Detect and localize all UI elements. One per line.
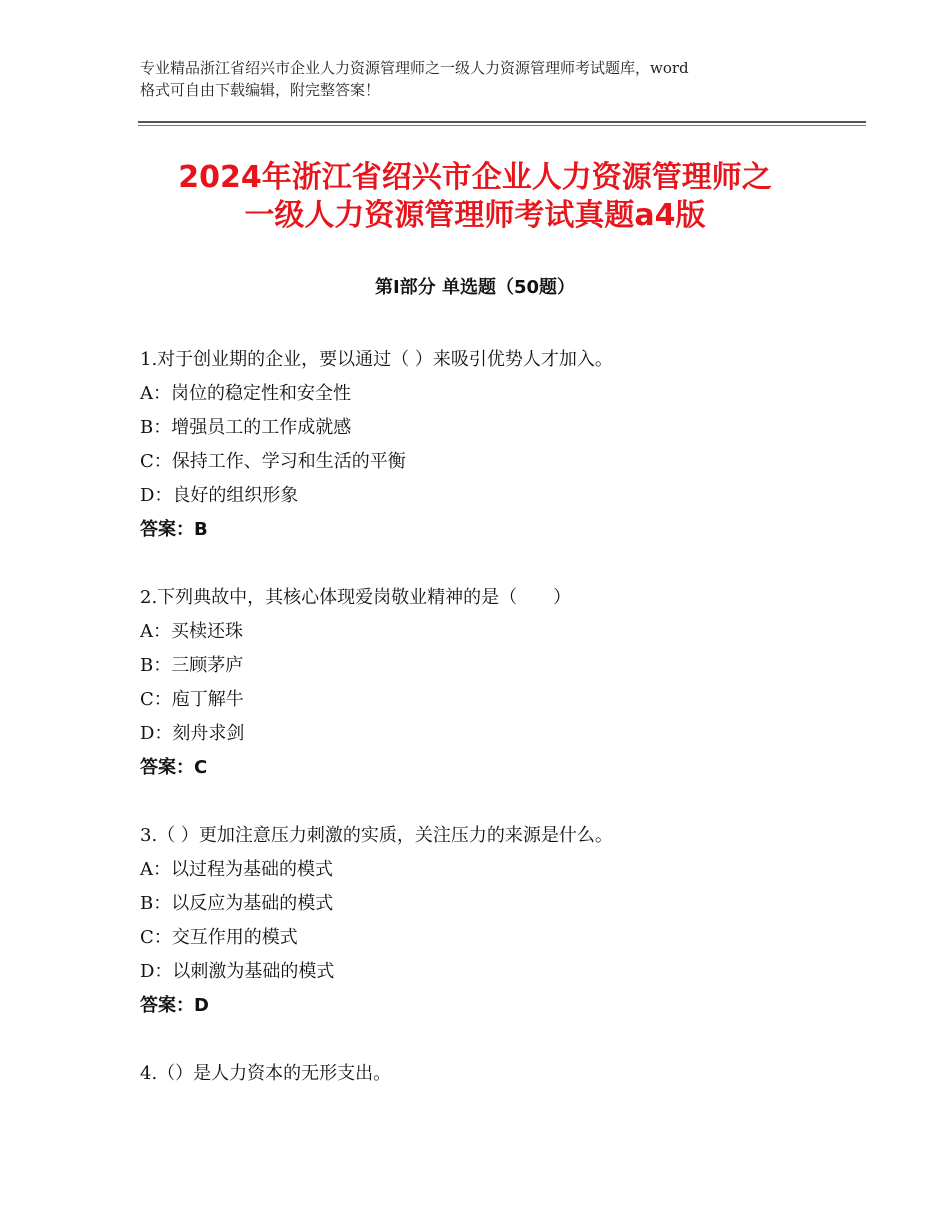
option-a: A：以过程为基础的模式 [140,859,333,880]
option-c: C：保持工作、学习和生活的平衡 [140,451,406,472]
question-2 [140,581,840,785]
document-title-line-1: 2024年浙江省绍兴市企业人力资源管理师之 [178,160,772,195]
option-a: A：买椟还珠 [140,621,243,642]
answer: 答案：B [140,519,208,540]
header-note [140,57,840,101]
question-3 [140,819,840,1023]
option-b: B：以反应为基础的模式 [140,893,334,914]
option-a: A：岗位的稳定性和安全性 [140,383,351,404]
answer: 答案：D [140,995,209,1016]
question-stem: 1.对于创业期的企业，要以通过（ ）来吸引优势人才加入。 [140,349,613,370]
option-b: B：三顾茅庐 [140,655,244,676]
option-c: C：交互作用的模式 [140,927,298,948]
option-d: D：以刺激为基础的模式 [140,961,335,982]
question-stem: 4.（）是人力资本的无形支出。 [140,1063,392,1084]
document-title [100,159,850,235]
question-stem: 2.下列典故中，其核心体现爱岗敬业精神的是（ ） [140,587,572,608]
header-note-line-1: 专业精品浙江省绍兴市企业人力资源管理师之一级人力资源管理师考试题库，word [140,59,689,77]
question-list [140,343,840,1125]
document-title-line-2: 一级人力资源管理师考试真题a4版 [244,198,706,233]
header-divider-thick [138,121,866,123]
option-d: D：刻舟求剑 [140,723,245,744]
question-1 [140,343,840,547]
section-title: 第Ⅰ部分 单选题（50题） [374,277,575,298]
option-d: D：良好的组织形象 [140,485,299,506]
question-4 [140,1057,840,1091]
header-note-line-2: 格式可自由下载编辑，附完整答案！ [140,81,381,99]
option-b: B：增强员工的工作成就感 [140,417,352,438]
header-divider-thin [138,125,866,126]
question-stem: 3.（ ）更加注意压力刺激的实质，关注压力的来源是什么。 [140,825,613,846]
option-c: C：庖丁解牛 [140,689,244,710]
answer: 答案：C [140,757,208,778]
